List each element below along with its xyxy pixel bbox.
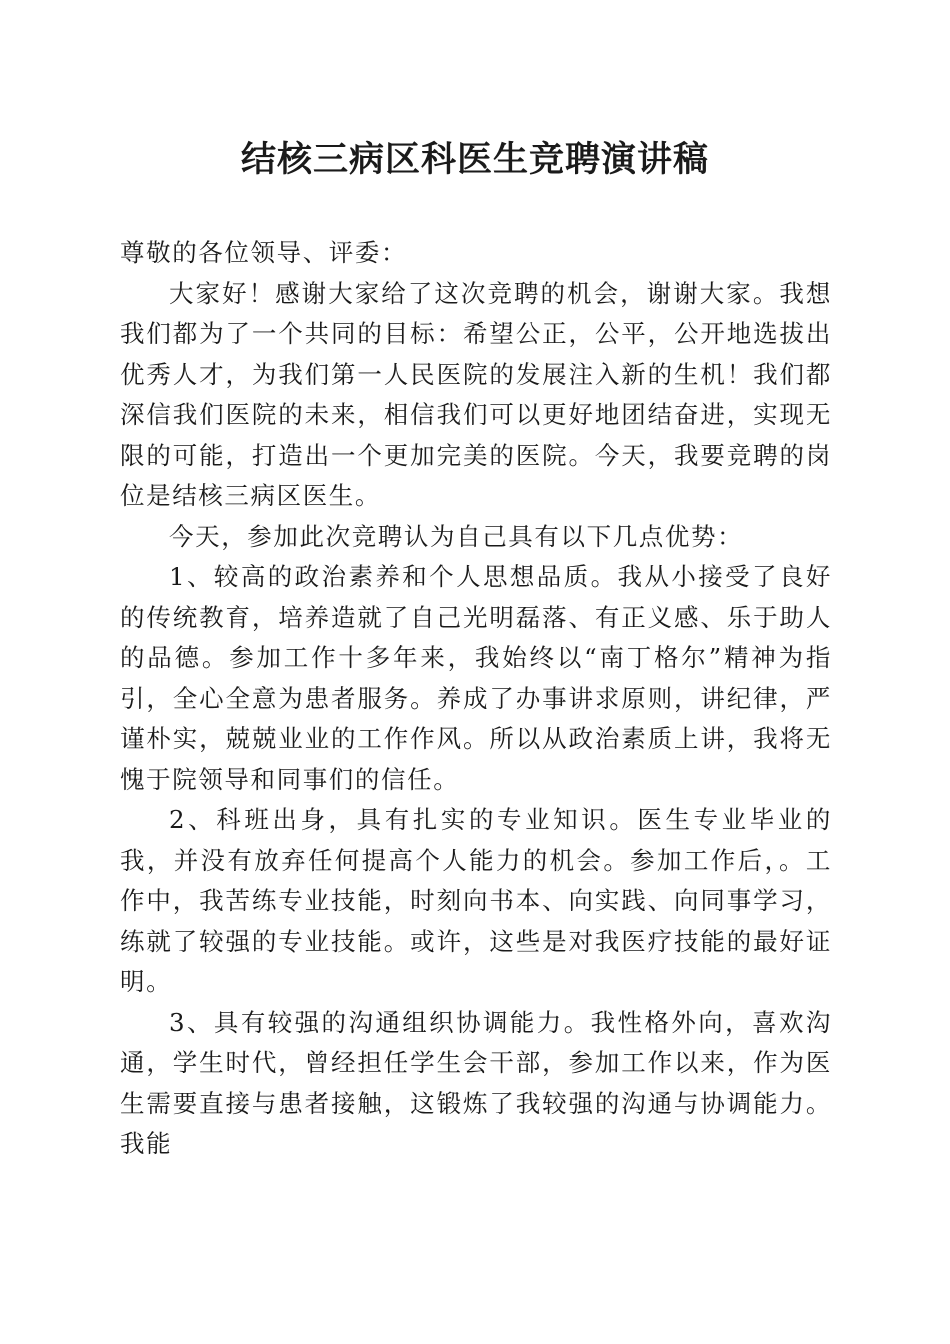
paragraph-point-3: 3、具有较强的沟通组织协调能力。我性格外向，喜欢沟通，学生时代，曾经担任学生会干部，参加工作以来，作为医生需要直接与患者接触，这锻炼了我较强的沟通与协调能力。我能 (120, 1007, 832, 1158)
paragraph-greeting: 大家好！感谢大家给了这次竞聘的机会，谢谢大家。我想我们都为了一个共同的目标：希望公正，公平，公开地选拔出优秀人才，为我们第一人民医院的发展注入新的生机！我们都深信我们医院的未来，相信我们可以更好地团结奋进，实现无限的可能，打造出一个更加完美的医院。今天，我要竞聘的岗位是结核三病区医生。 (120, 278, 832, 510)
document-body (120, 233, 832, 1165)
salutation: 尊敬的各位领导、评委： (120, 238, 408, 267)
document-title: 结核三病区科医生竞聘演讲稿 (240, 139, 709, 180)
paragraph-advantages-intro: 今天，参加此次竞聘认为自己具有以下几点优势： (169, 521, 744, 551)
paragraph-point-2: 2、科班出身，具有扎实的专业知识。医生专业毕业的我，并没有放弃任何提高个人能力的机会。参加工作后，。工作中，我苦练专业技能，时刻向书本、向实践、向同事学习，练就了较强的专业技能。或许，这些是对我医疗技能的最好证明。 (120, 805, 832, 996)
paragraph-point-1: 1、较高的政治素养和个人思想品质。我从小接受了良好的传统教育，培养造就了自己光明磊落、有正义感、乐于助人的品德。参加工作十多年来，我始终以“南丁格尔”精神为指引，全心全意为患者服务。养成了办事讲求原则，讲纪律，严谨朴实，兢兢业业的工作作风。所以从政治素质上讲，我将无愧于院领导和同事们的信任。 (120, 562, 832, 794)
